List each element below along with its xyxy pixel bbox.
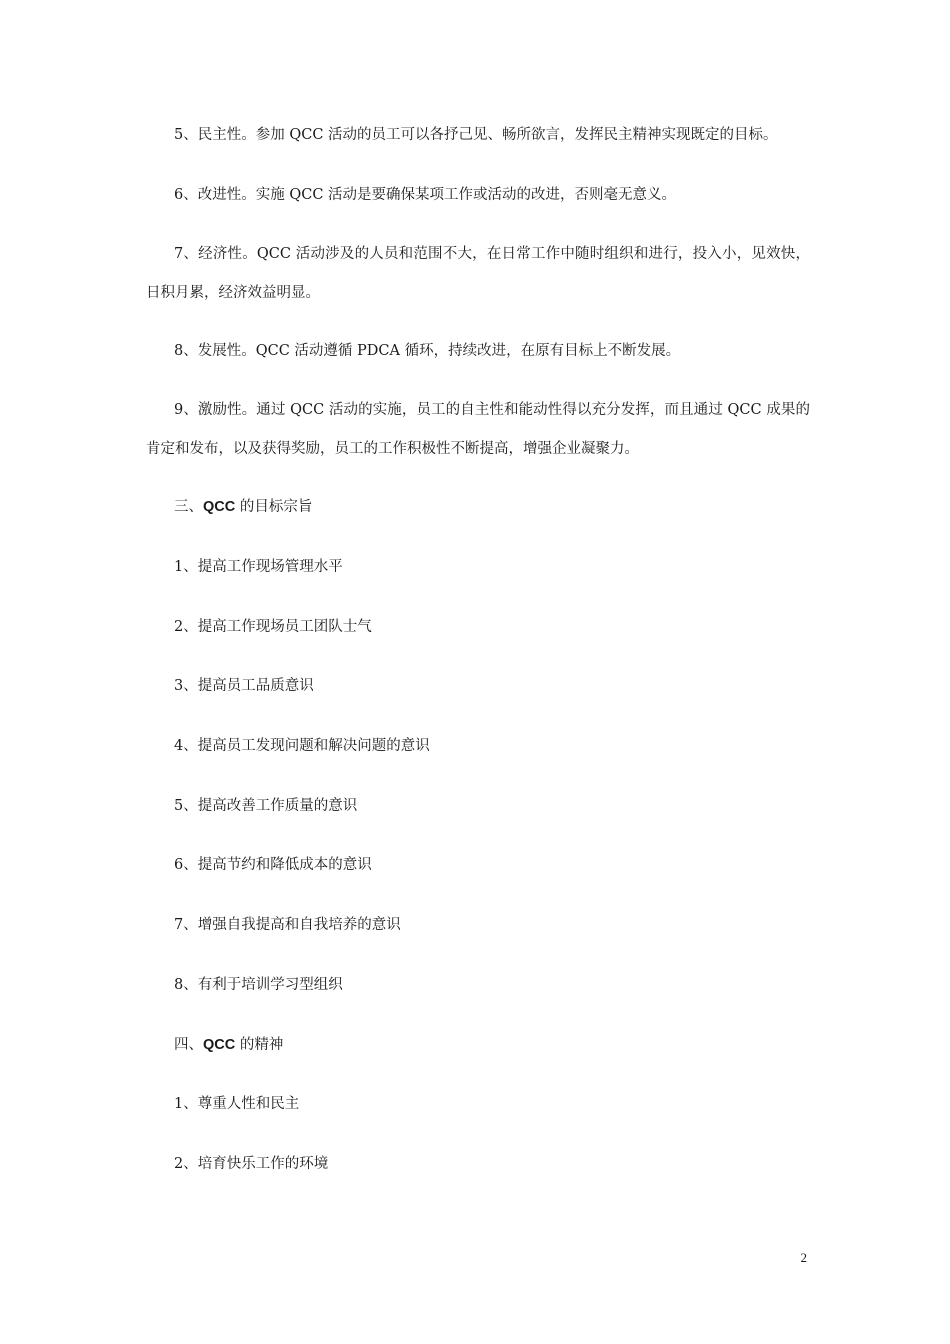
paragraph-democracy: 5、民主性。参加 QCC 活动的员工可以各抒己见、畅所欲言，发挥民主精神实现既定的目标。: [174, 127, 778, 143]
list-item: 8、有利于培训学习型组织: [174, 977, 343, 993]
list-item: 6、提高节约和降低成本的意识: [174, 857, 372, 873]
list-item: 1、尊重人性和民主: [174, 1096, 300, 1112]
paragraph-development: 8、发展性。QCC 活动遵循 PDCA 循环，持续改进，在原有目标上不断发展。: [174, 343, 681, 359]
list-item: 3、提高员工品质意识: [174, 678, 314, 694]
section-heading-suffix: 的目标宗旨: [235, 499, 313, 515]
paragraph-improvement: 6、改进性。实施 QCC 活动是要确保某项工作或活动的改进，否则毫无意义。: [174, 187, 677, 203]
section-heading-qcc: QCC: [203, 1037, 236, 1053]
list-item: 1、提高工作现场管理水平: [174, 559, 343, 575]
section-heading-spirit: [146, 1026, 810, 1065]
paragraph-motivation: 9、激励性。通过 QCC 活动的实施，员工的自主性和能动性得以充分发挥，而且通过 QCC 成果的肯定和发布，以及获得奖励，员工的工作积极性不断提高，增强企业凝聚力。: [146, 402, 810, 457]
page-number: 2: [800, 1250, 807, 1265]
section-heading-qcc: QCC: [203, 499, 236, 515]
section-heading-prefix: 四、: [174, 1037, 203, 1053]
paragraph-economy: 7、经济性。QCC 活动涉及的人员和范围不大，在日常工作中随时组织和进行，投入小，见效快，日积月累，经济效益明显。: [146, 246, 810, 301]
section-heading-suffix: 的精神: [235, 1037, 284, 1053]
list-item: 2、培育快乐工作的环境: [174, 1156, 329, 1172]
list-item: 5、提高改善工作质量的意识: [174, 798, 358, 814]
list-item: 2、提高工作现场员工团队士气: [174, 619, 372, 635]
list-item: 7、增强自我提高和自我培养的意识: [174, 917, 401, 933]
section-heading-prefix: 三、: [174, 499, 203, 515]
list-item: 4、提高员工发现问题和解决问题的意识: [174, 738, 430, 754]
section-heading-goals: [146, 488, 810, 527]
